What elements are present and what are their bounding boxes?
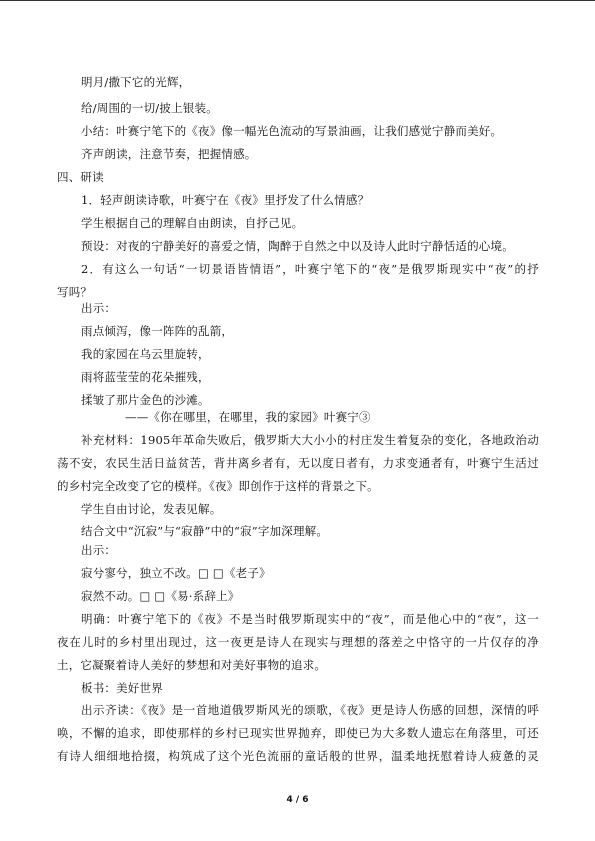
text-line: 有诗人细细地拾掇，构筑成了这个光色流丽的童话般的世界，温柔地抚慰着诗人疲惫的灵	[57, 749, 539, 763]
text-line: 出示齐读：《夜》是一首地道俄罗斯风光的颂歌，《夜》更是诗人伤感的回想，深情的呼	[81, 703, 539, 717]
text-line: 学生根据自己的理解自由朗读，自抒己见。	[81, 216, 304, 230]
text-line: 明月/撒下它的光辉，	[81, 75, 191, 89]
text-line: 出示：	[81, 301, 117, 315]
poem-line: 揉皱了那片金色的沙滩。	[81, 393, 210, 407]
text-line: 的乡村完全改变了它的模样。《夜》即创作于这样的背景之下。	[57, 479, 379, 493]
board-note: 板书：美好世界	[81, 681, 163, 695]
text-line: 唤，不懈的追求，即使那样的乡村已现实世界抛弃，即使已为大多数人遗忘在角落里，可还	[57, 726, 539, 740]
text-line: 土，它凝聚着诗人美好的梦想和对美好事物的追求。	[57, 658, 327, 672]
quote-line: 寂然不动。□ □《易·系辞上》	[81, 589, 240, 603]
text-line: 预设：对夜的宁静美好的喜爱之情，陶醉于自然之中以及诗人此时宁静恬适的心境。	[81, 239, 514, 253]
text-line: 齐声朗读，注意节奏，把握情感。	[81, 147, 257, 161]
page-number: 4 / 6	[286, 795, 309, 805]
text-line: 学生自由讨论，发表见解。	[81, 502, 222, 516]
poem-source: ——《你在哪里，在哪里，我的家园》叶赛宁③	[125, 410, 371, 424]
text-line: 明确：叶赛宁笔下的《夜》不是当时俄罗斯现实中的“夜”，而是他心中的“夜”，这一	[81, 612, 539, 626]
poem-line: 雨点倾泻，像一阵阵的乱箭，	[81, 324, 234, 338]
page-top-rule	[0, 0, 595, 1]
text-line: 荡不安，农民生活日益贫苦，背井离乡者有，无以度日者有，力求变通者有，叶赛宁生活过	[57, 456, 539, 470]
text-line: 给/周围的一切/披上银装。	[81, 101, 218, 115]
quote-line: 寂兮寥兮，独立不改。□ □《老子》	[81, 566, 271, 580]
text-line: 出示：	[81, 543, 117, 557]
question-2: 2．有这么一句话“一切景语皆情语”，叶赛宁笔下的“夜”是俄罗斯现实中“夜”的抒	[81, 262, 539, 276]
text-line: 写吗？	[57, 285, 93, 299]
text-line: 补充材料：1905年革命失败后，俄罗斯大大小小的村庄发生着复杂的变化，各地政治动	[81, 433, 539, 447]
poem-line: 我的家园在乌云里旋转，	[81, 347, 210, 361]
text-line: 夜在儿时的乡村里出现过，这一夜更是诗人在现实与理想的落差之中恪守的一片仅存的净	[57, 635, 539, 649]
question-1: 1．轻声朗读诗歌，叶赛宁在《夜》里抒发了什么情感？	[81, 193, 370, 207]
poem-line: 雨将蓝莹莹的花朵摧残，	[81, 370, 210, 384]
section-heading: 四、研读	[57, 170, 104, 184]
text-line: 小结：叶赛宁笔下的《夜》像一幅光色流动的写景油画，让我们感觉宁静而美好。	[81, 124, 503, 138]
text-line: 结合文中“沉寂”与“寂静”中的“寂”字加深理解。	[81, 524, 329, 538]
